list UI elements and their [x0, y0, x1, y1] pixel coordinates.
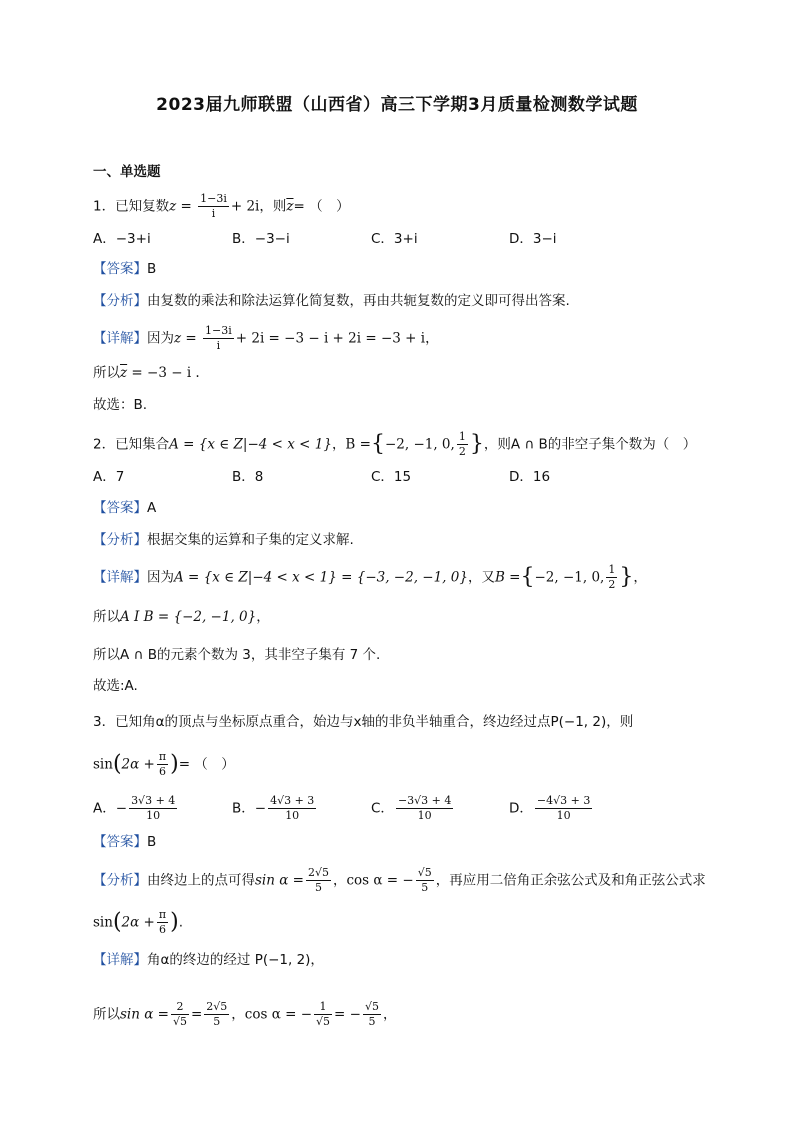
q2-option-a: A．7	[93, 469, 125, 485]
q3-stem-line1: 3．已知角α的顶点与坐标原点重合，始边与x轴的非负半轴重合，终边经过点P(−1, 2)，则	[93, 714, 634, 730]
q2-detail: 【详解】因为A = {x ∈ Z|−4 < x < 1} = {−3, −2, −1, 0}，又B ={−2, −1, 0, $\frac{1}{2}$ }，	[93, 563, 647, 591]
q1-stem: 1．已知复数z = $\frac{1-3i}{i}$ + 2i，则$\overline{z}=$ （ ）	[93, 192, 350, 220]
document-title: 2023届九师联盟（山西省）高三下学期3月质量检测数学试题	[156, 95, 638, 115]
q3-analysis: 【分析】由终边上的点可得sin α = $\frac{2√5}{5}$ ，cos α = − $\frac{√5}{5}$ ，再应用二倍角正余弦公式及和角正弦公式求	[93, 866, 706, 894]
q1-answer: 【答案】B	[93, 261, 157, 277]
q3-answer: 【答案】B	[93, 834, 157, 850]
q1-analysis: 【分析】由复数的乘法和除法运算化简复数，再由共轭复数的定义即可得出答案.	[93, 293, 570, 309]
q3-option-b: B．− $\frac{4√3 + 3}{10}$	[232, 794, 315, 822]
q2-so1: 所以A I B = {−2, −1, 0}，	[93, 609, 270, 625]
q1-detail: 【详解】因为z = $\frac{1-3i}{i}$ + 2i = −3 − i + 2i = −3 + i，	[93, 324, 439, 352]
section-heading: 一、单选题	[93, 164, 161, 180]
q2-choose: 故选:A.	[93, 678, 138, 694]
q3-stem-line2: sin(2α + $\frac{\pi}{6}$ )= （ ）	[93, 750, 235, 778]
q2-option-b: B．8	[232, 469, 264, 485]
q2-so2: 所以A ∩ B的元素个数为 3，其非空子集有 7 个.	[93, 647, 381, 663]
q3-option-d: D． $\frac{-4√3 + 3}{10}$	[509, 794, 591, 822]
q1-option-d: D．3−i	[509, 231, 557, 247]
q1-so: 所以$\overline{z} = -3 - i$ .	[93, 365, 200, 381]
q1-option-a: A．−3+i	[93, 231, 151, 247]
q2-option-c: C．15	[371, 469, 412, 485]
q3-option-a: A．− $\frac{3√3 + 4}{10}$	[93, 794, 176, 822]
q3-detail: 【详解】角α的终边的经过 P(−1, 2)，	[93, 952, 324, 968]
q2-answer: 【答案】A	[93, 500, 157, 516]
q2-option-d: D．16	[509, 469, 551, 485]
q3-so: 所以sin α = $\frac{2}{√5}$ = $\frac{2√5}{5}$ ，cos α = − $\frac{1}{√5}$ = − $\frac{√5}{5}$ ，	[93, 1000, 397, 1028]
q1-option-c: C．3+i	[371, 231, 418, 247]
q2-analysis: 【分析】根据交集的运算和子集的定义求解.	[93, 532, 354, 548]
q3-option-c: C． $\frac{-3√3 + 4}{10}$	[371, 794, 452, 822]
q2-stem: 2．已知集合A = {x ∈ Z|−4 < x < 1}，B ={−2, −1, 0, $\frac{1}{2}$ }，则A ∩ B的非空子集个数为（ ）	[93, 430, 697, 458]
q3-analysis-line2: sin(2α + $\frac{\pi}{6}$ ).	[93, 908, 183, 936]
q1-choose: 故选：B.	[93, 397, 148, 413]
q1-option-b: B．−3−i	[232, 231, 290, 247]
